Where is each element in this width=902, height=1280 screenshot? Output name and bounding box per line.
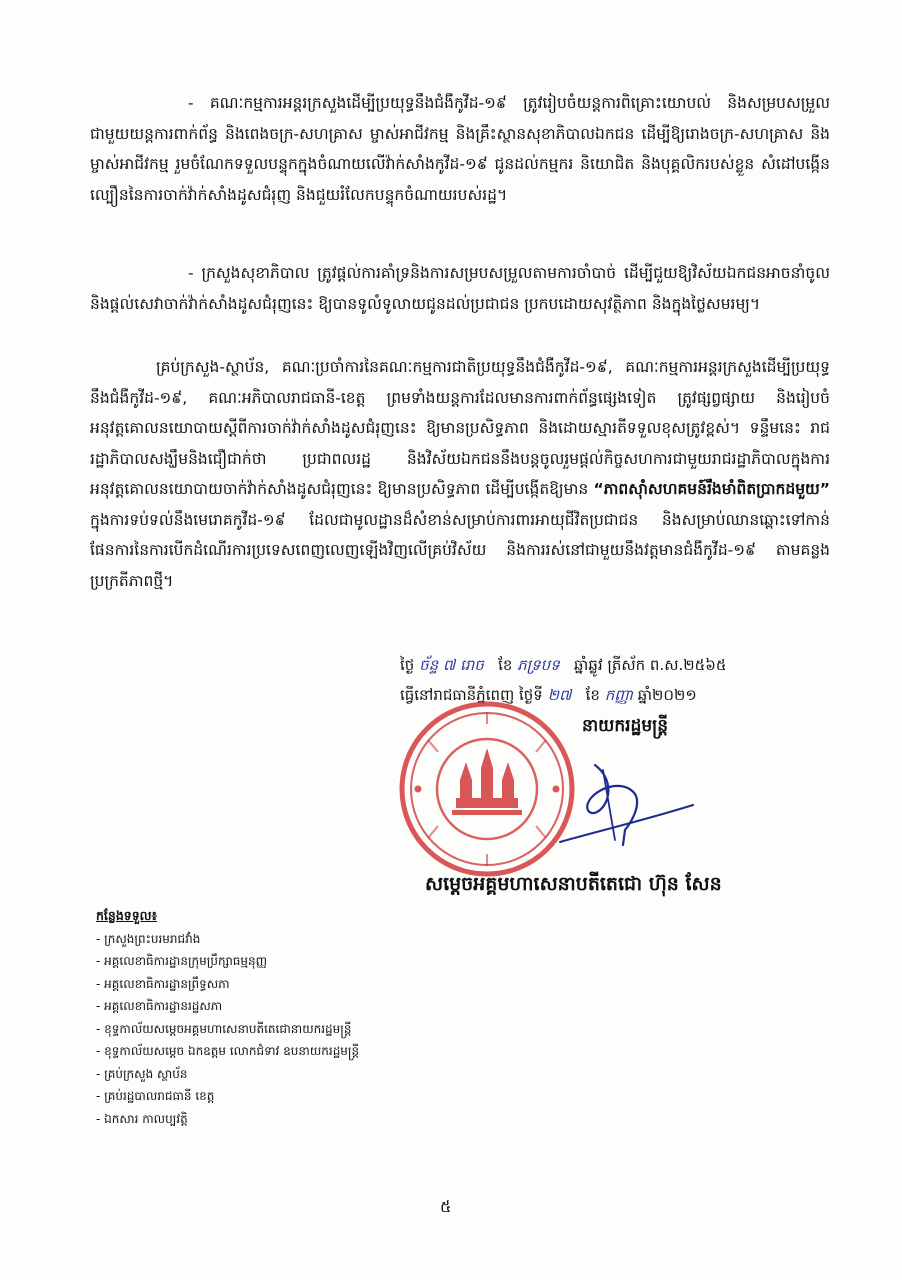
list-item: - ក្រសួងព្រះបរមរាជវាំង	[96, 928, 359, 951]
signatory-name: សម្តេចអគ្គមហាសេនាបតីតេជោ ហ៊ុន សែន	[425, 873, 722, 895]
lunar-prefix: ថ្ងៃ	[400, 656, 415, 674]
paragraph-main-text: គ្រប់ក្រសួង-ស្ថាប័ន, គណៈប្រចាំការនៃគណៈកម្មការជាតិប្រយុទ្ធនឹងជំងឺកូវីដ-១៩, គណៈកម្មការអន្តរក្រសួងដើម្បីប្រយុទ្ធនឹងជំងឺកូវីដ-១៩, គណៈអភិបាលរាជធានី-ខេត្ត ព្រមទាំងយន្តការដែលមានការពាក់ព័ន្ធផ្សេងទៀត ត្រូវផ្សព្វផ្សាយ និងរៀបចំអនុវត្តគោលនយោបាយស្តីពីការចាក់វ៉ាក់សាំងដូសជំរុញនេះ ឱ្យមានប្រសិទ្ធភាព និងដោយស្មារតីទទួលខុសត្រូវខ្ពស់។ ទន្ទឹមនេះ រាជរដ្ឋាភិបាលសង្ឃឹមនិងជឿជាក់ថា ប្រជាពលរដ្ឋ និងវិស័យឯកជននឹងបន្តចូលរួមផ្តល់កិច្ចសហការជាមួយរាជរដ្ឋាភិបាលក្នុងការអនុវត្តគោលនយោបាយចាក់វ៉ាក់សាំងដូសជំរុញនេះ ឱ្យមានប្រសិទ្ធភាព ដើម្បីបង្កើតឱ្យមាន	[90, 358, 830, 498]
cambodia-government-seal-icon	[398, 700, 576, 878]
recipients-block	[96, 905, 359, 1130]
paragraph-text: - គណៈកម្មការអន្តរក្រសួងដើម្បីប្រយុទ្ធនឹងជំងឺកូវីដ-១៩ ត្រូវរៀបចំយន្តការពិគ្រោះយោបល់ និងសម្របសម្រួលជាមួយយន្តការពាក់ព័ន្ធ និងពេងចក្រ-សហគ្រាស ម្ចាស់អាជីវកម្ម និងគ្រឹះស្ថានសុខាភិបាលឯកជន ដើម្បីឱ្យរោងចក្រ-សហគ្រាស និងម្ចាស់អាជីវកម្ម រួមចំណែកទទួលបន្ទុកក្នុងចំណាយលើវ៉ាក់សាំងកូវីដ-១៩ ជូនដល់កម្មករ និយោជិត និងបុគ្គលិករបស់ខ្លួន សំដៅបង្កើនល្បឿននៃការចាក់វ៉ាក់សាំងដូសជំរុញ និងជួយរំលែកបន្ទុកចំណាយរបស់រដ្ឋ។	[90, 94, 830, 204]
lunar-date-line	[400, 650, 860, 680]
list-item: - គ្រប់រដ្ឋបាលរាជធានី ខេត្ត	[96, 1085, 359, 1108]
day-handwritten: ២៧	[547, 686, 572, 704]
list-item: - អគ្គលេខាធិការដ្ឋានរដ្ឋសភា	[96, 995, 359, 1018]
paragraph-all-ministries	[90, 352, 830, 596]
paragraph-closing-text: ក្នុងការទប់ទល់នឹងមេរោគកូវីដ-១៩ ដែលជាមូលដ្ឋានដ៏សំខាន់សម្រាប់ការពារអាយុជីវិតប្រជាជន និងសម្រាប់ឈានឆ្ពោះទៅកាន់ផែនការនៃការបើកដំណើរការប្រទេសពេញលេញឡើងវិញលើគ្រប់វិស័យ និងការរស់នៅជាមួយនឹងវត្តមានជំងឺកូវីដ-១៩ តាមគន្លងប្រក្រតីភាពថ្មី។	[90, 510, 830, 590]
paragraph-text: - ក្រសួងសុខាភិបាល ត្រូវផ្តល់ការគាំទ្រនិងការសម្របសម្រួលតាមការចាំបាច់ ដើម្បីជួយឱ្យវិស័យឯកជនអាចនាំចូល និងផ្តល់សេវាចាក់វ៉ាក់សាំងដូសជំរុញនេះ ឱ្យបានទូលំទូលាយជូនដល់ប្រជាជន ប្រកបដោយសុវត្ថិភាព និងក្នុងថ្លៃសមរម្យ។	[90, 264, 830, 313]
paragraph-ministry-of-health	[90, 258, 830, 319]
place-prefix: ធ្វើនៅរាជធានីភ្នំពេញ ថ្ងៃទី	[400, 686, 543, 704]
lunar-day-handwritten: ច័ន្ទ ៧ រោច	[419, 656, 484, 674]
paragraph-quote: “ភាពស៊ាំសហគមន៍រឹងមាំពិតប្រាកដមួយ”	[593, 480, 830, 498]
gregorian-month-prefix: ខែ	[585, 686, 600, 704]
recipients-list	[96, 928, 359, 1131]
paragraph-text	[90, 352, 830, 596]
list-item: - ខុទ្ទកាល័យសម្តេចអគ្គមហាសេនាបតីតេជោនាយករដ្ឋមន្ត្រី	[96, 1018, 359, 1041]
list-item: - គ្រប់ក្រសួង ស្ថាប័ន	[96, 1063, 359, 1086]
paragraph-interministerial	[90, 88, 830, 210]
signature-icon	[555, 750, 695, 870]
signatory-title: នាយករដ្ឋមន្ត្រី	[582, 716, 668, 736]
list-item: - អគ្គលេខាធិការដ្ឋានក្រុមប្រឹក្សាធម្មនុញ្ញ	[96, 950, 359, 973]
gregorian-month-handwritten: កញ្ញា	[604, 686, 633, 704]
recipients-title: កន្លែងទទួល៖	[96, 908, 158, 923]
page-number: ៥	[440, 1197, 452, 1216]
gregorian-year: ឆ្នាំ២០២១	[637, 686, 697, 704]
lunar-year: ឆ្នាំឆ្លូវ ត្រីស័ក ព.ស.២៥៦៥	[574, 656, 727, 674]
list-item: - ឯកសារ កាលប្បវត្តិ	[96, 1108, 359, 1131]
list-item: - អគ្គលេខាធិការដ្ឋានព្រឹទ្ធសភា	[96, 973, 359, 996]
lunar-month-prefix: ខែ	[498, 656, 513, 674]
lunar-month-handwritten: ភទ្របទ	[517, 656, 560, 674]
list-item: - ខុទ្ទកាល័យសម្តេច ឯកឧត្តម លោកជំទាវ ឧបនាយករដ្ឋមន្ត្រី	[96, 1040, 359, 1063]
